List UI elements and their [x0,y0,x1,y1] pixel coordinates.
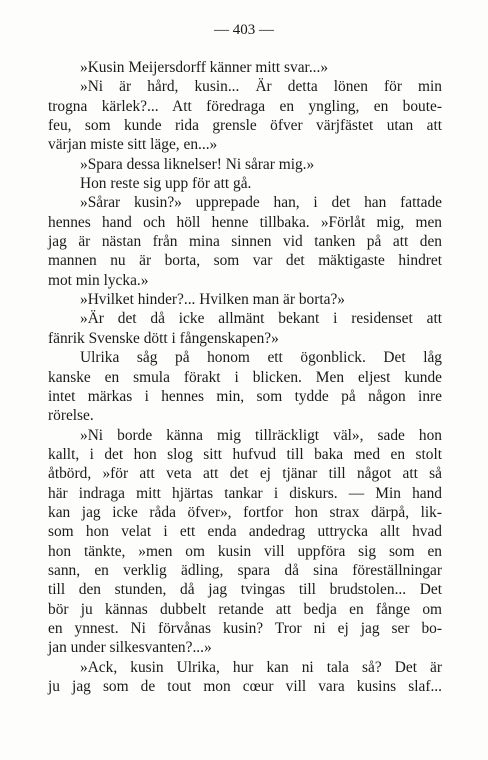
text-line: fänrik Svenske dött i fångenskapen?» [48,329,279,347]
text-line: »Ack, kusin Ulrika, hur kan ni tala så? Det är [80,658,442,676]
text-line: »Sårar kusin?» upprepade han, i det han fattade [80,194,442,212]
text-line: »Ni är hård, kusin... Är detta lönen för min [80,78,442,96]
text-line: Hon reste sig upp för att gå. [80,175,252,193]
text-line: värjan miste sitt läge, en...» [48,136,218,154]
text-line: »Är det då icke allmänt bekant i residenset att [80,310,442,328]
text-line: kanske en smula förakt i blicken. Men eljest kunde [48,368,442,386]
text-line: »Kusin Meijersdorff känner mitt svar...» [80,59,329,76]
text-line: feu, som kunde rida grensle öfver värjfästet utan att [48,117,442,135]
text-line: »Ni borde känna mig tillräckligt väl», sade hon [80,426,442,444]
text-line: mot min lycka.» [48,271,149,289]
text-line: en ynnest. Ni förvånas kusin? Tror ni ej jag ser bo- [48,619,442,637]
text-line: hennes hand och höll henne tillbaka. »Förlåt mig, men [48,213,442,231]
text-line: här indraga mitt hjärtas tankar i diskurs. — Min hand [48,484,442,502]
text-line: jan under silkesvanten?...» [48,639,212,657]
text-line: hon tänkte, »men om kusin vill uppföra sig som en [48,542,442,560]
text-line: intet märkas i hennes min, som tydde på någon inre [48,387,442,405]
text-line: åtbörd, »för att veta att det ej tjänar till något att så [48,465,442,483]
text-line: trogna kärlek?... Att föredraga en yngling, en boute- [48,97,442,115]
text-line: kan jag icke råda öfver», fortfor hon strax därpå, lik- [48,503,442,521]
text-line: sann, en verklig ädling, spara då sina föreställningar [48,561,442,579]
text-line: »Spara dessa liknelser! Ni sårar mig.» [80,155,315,173]
text-line: bör ju kännas dubbelt retande att bedja en fånge om [48,600,442,618]
text-line: Ulrika såg på honom ett ögonblick. Det låg [80,349,442,367]
text-line: kallt, i det hon slog sitt hufvud till baka med en stolt [48,445,442,463]
text-line: till den stunden, då jag tvingas till brudstolen... Det [48,581,442,599]
page-number: — 403 — [214,22,274,38]
text-line: som hon velat i ett enda andedrag uttrycka allt hvad [48,523,442,541]
body-text [48,58,442,696]
text-line: mannen nu är borta, som var det mäktigaste hindret [48,252,442,270]
text-line: rörelse. [48,407,94,425]
text-line: ju jag som de tout mon cœur vill vara kusins slaf... [48,678,442,695]
text-line: jag är nästan från mina sinnen vid tanken på att den [48,233,442,251]
text-line: »Hvilket hinder?... Hvilken man är borta?» [80,291,345,309]
